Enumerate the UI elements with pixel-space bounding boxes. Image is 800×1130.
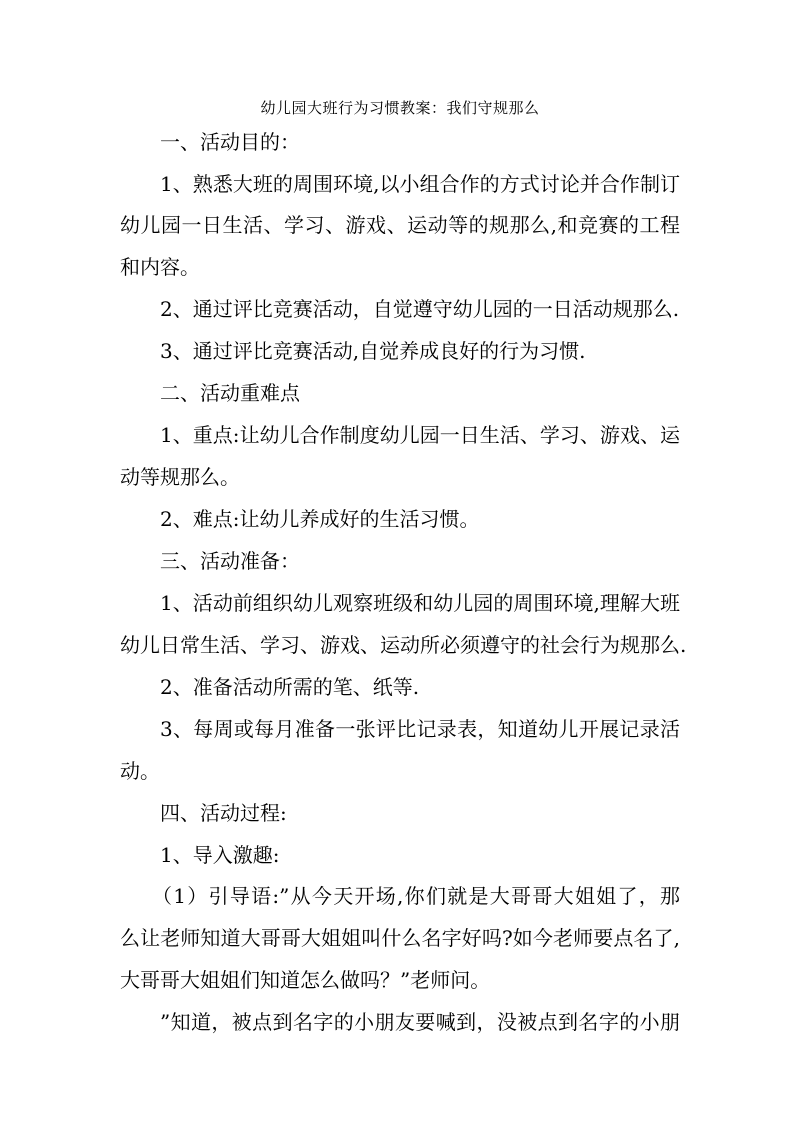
paragraph-line: 么让老师知道大哥哥大姐姐叫什么名字好吗?如今老师要点名了,	[120, 926, 680, 950]
paragraph-line: 1、熟悉大班的周围环境,以小组合作的方式讨论并合作制订	[160, 172, 680, 196]
heading-key-points: 二、活动重难点	[160, 381, 300, 405]
document-title: 幼儿园大班行为习惯教案：我们守规那么	[260, 99, 540, 117]
paragraph-line: 2、准备活动所需的笔、纸等.	[160, 675, 420, 699]
paragraph-line: 动。	[120, 759, 160, 783]
heading-preparation: 三、活动准备：	[160, 549, 300, 573]
paragraph-line: 1、重点:让幼儿合作制度幼儿园一日生活、学习、游戏、运	[160, 423, 680, 447]
heading-objectives: 一、活动目的：	[160, 130, 300, 154]
paragraph-line: 动等规那么。	[120, 465, 240, 489]
paragraph-line: 2、通过评比竞赛活动，自觉遵守幼儿园的一日活动规那么.	[160, 297, 680, 321]
paragraph-line: 2、难点:让幼儿养成好的生活习惯。	[160, 507, 480, 531]
paragraph-line: ”知道，被点到名字的小朋友要喊到，没被点到名字的小朋	[160, 1010, 680, 1034]
paragraph-line: 幼儿园一日生活、学习、游戏、运动等的规那么,和竞赛的工程	[120, 213, 680, 237]
paragraph-line: 1、活动前组织幼儿观察班级和幼儿园的周围环境,理解大班	[160, 591, 680, 615]
heading-process: 四、活动过程:	[160, 801, 287, 825]
paragraph-line: 幼儿日常生活、学习、游戏、运动所必须遵守的社会行为规那么.	[120, 633, 687, 657]
paragraph-line: 大哥哥大姐姐们知道怎么做吗？”老师问。	[120, 968, 491, 992]
paragraph-line: 3、通过评比竞赛活动,自觉养成良好的行为习惯.	[160, 339, 586, 363]
paragraph-line: 3、每周或每月准备一张评比记录表，知道幼儿开展记录活	[160, 717, 680, 741]
paragraph-line: （1）引导语:”从今天开场,你们就是大哥哥大姐姐了，那	[152, 884, 680, 908]
paragraph-line: 和内容。	[120, 255, 200, 279]
paragraph-line: 1、导入激趣:	[160, 843, 280, 867]
